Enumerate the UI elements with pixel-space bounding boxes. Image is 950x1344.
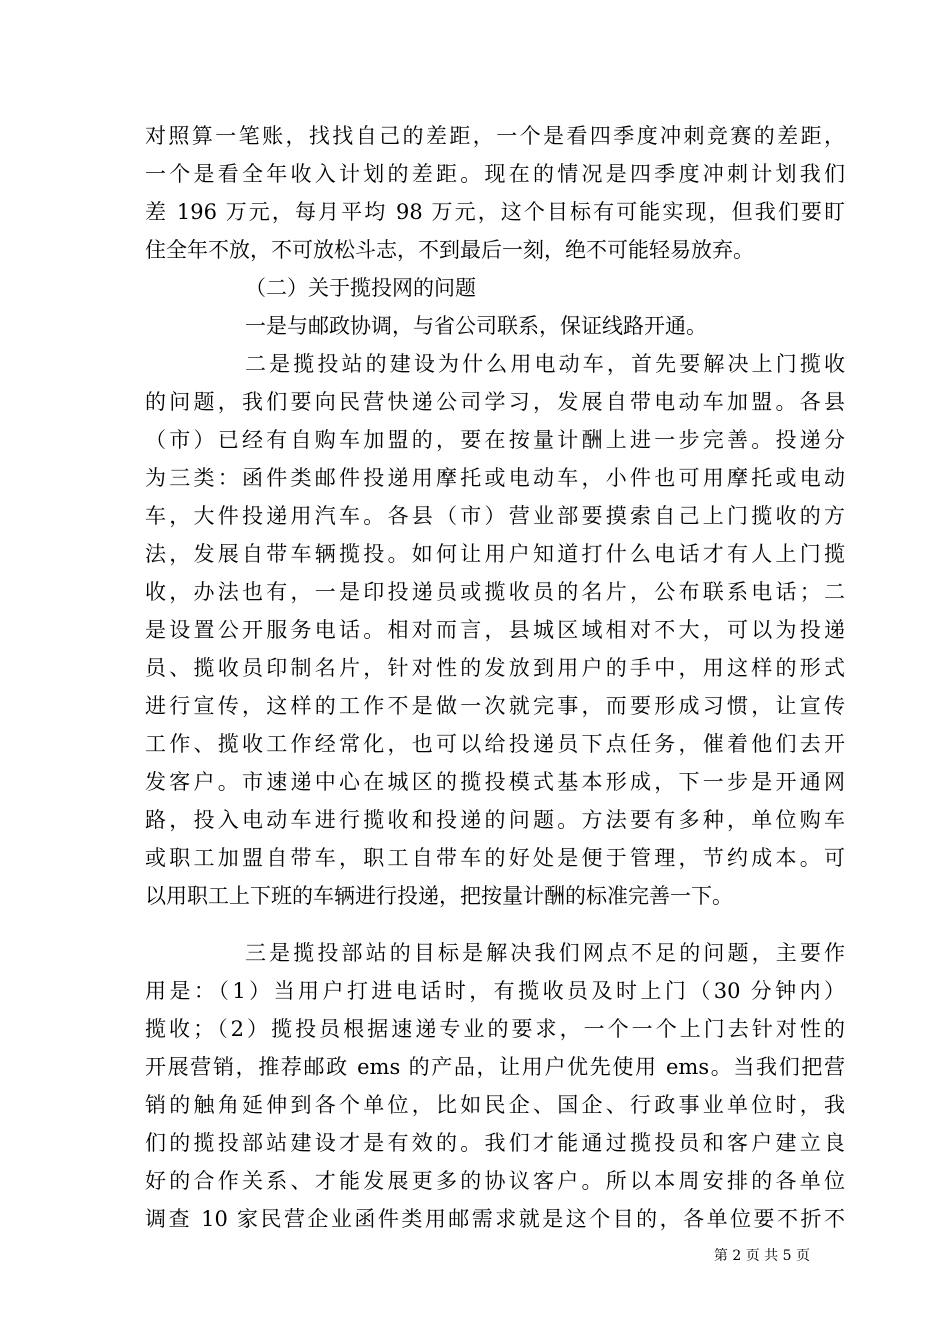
paragraph-line: 工作、揽收工作经常化，也可以给投递员下点任务，催着他们去开 xyxy=(145,732,845,756)
paragraph-line: （市）已经有自购车加盟的，要在按量计酬上进一步完善。投递分 xyxy=(145,428,845,452)
paragraph-line: 进行宣传，这样的工作不是做一次就完事，而要形成习惯，让宣传 xyxy=(145,694,845,718)
page-number-footer: 第 2 页 共 5 页 xyxy=(713,1248,810,1264)
paragraph-line: 法，发展自带车辆揽投。如何让用户知道打什么电话才有人上门揽 xyxy=(145,542,845,566)
paragraph-line: 为三类：函件类邮件投递用摩托或电动车，小件也可用摩托或电动 xyxy=(145,466,845,490)
paragraph-line: 揽收；（2）揽投员根据速递专业的要求，一个一个上门去针对性的 xyxy=(145,1017,845,1041)
paragraph-line: 或职工加盟自带车，职工自带车的好处是便于管理，节约成本。可 xyxy=(145,846,845,870)
paragraph-line: 好的合作关系、才能发展更多的协议客户。所以本周安排的各单位 xyxy=(145,1169,845,1193)
paragraph-line: 一是与邮政协调，与省公司联系，保证线路开通。 xyxy=(245,314,707,338)
paragraph-line: 车，大件投递用汽车。各县（市）营业部要摸索自己上门揽收的方 xyxy=(145,504,845,528)
paragraph-line: 们的揽投部站建设才是有效的。我们才能通过揽投员和客户建立良 xyxy=(145,1131,845,1155)
paragraph-line: 对照算一笔账，找找自己的差距，一个是看四季度冲刺竞赛的差距， xyxy=(145,124,845,148)
paragraph-line: 路，投入电动车进行揽收和投递的问题。方法要有多种，单位购车 xyxy=(145,808,845,832)
paragraph-line: 发客户。市速递中心在城区的揽投模式基本形成，下一步是开通网 xyxy=(145,770,845,794)
paragraph-line: 是设置公开服务电话。相对而言，县城区域相对不大，可以为投递 xyxy=(145,618,845,642)
paragraph-line: 以用职工上下班的车辆进行投递，把按量计酬的标准完善一下。 xyxy=(145,884,733,908)
paragraph-line: 的问题，我们要向民营快递公司学习，发展自带电动车加盟。各县 xyxy=(145,390,845,414)
paragraph-line: 调查 10 家民营企业函件类用邮需求就是这个目的，各单位要不折不 xyxy=(145,1207,845,1231)
paragraph-line: 用是：（1）当用户打进电话时，有揽收员及时上门（30 分钟内） xyxy=(145,979,845,1003)
paragraph-line: 一个是看全年收入计划的差距。现在的情况是四季度冲刺计划我们 xyxy=(145,162,845,186)
paragraph-line: 三是揽投部站的目标是解决我们网点不足的问题，主要作 xyxy=(245,941,845,965)
paragraph-line: 收，办法也有，一是印投递员或揽收员的名片，公布联系电话；二 xyxy=(145,580,845,604)
paragraph-line: 二是揽投站的建设为什么用电动车，首先要解决上门揽收 xyxy=(245,352,845,376)
paragraph-line: 员、揽收员印制名片，针对性的发放到用户的手中，用这样的形式 xyxy=(145,656,845,680)
paragraph-line: 销的触角延伸到各个单位，比如民企、国企、行政事业单位时，我 xyxy=(145,1093,845,1117)
paragraph-line: 住全年不放，不可放松斗志，不到最后一刻，绝不可能轻易放弃。 xyxy=(145,238,754,262)
paragraph-line: 开展营销，推荐邮政 ems 的产品，让用户优先使用 ems。当我们把营 xyxy=(145,1055,845,1079)
paragraph-line: 差 196 万元，每月平均 98 万元，这个目标有可能实现，但我们要盯 xyxy=(145,200,845,224)
section-heading: （二）关于揽投网的问题 xyxy=(245,276,476,300)
